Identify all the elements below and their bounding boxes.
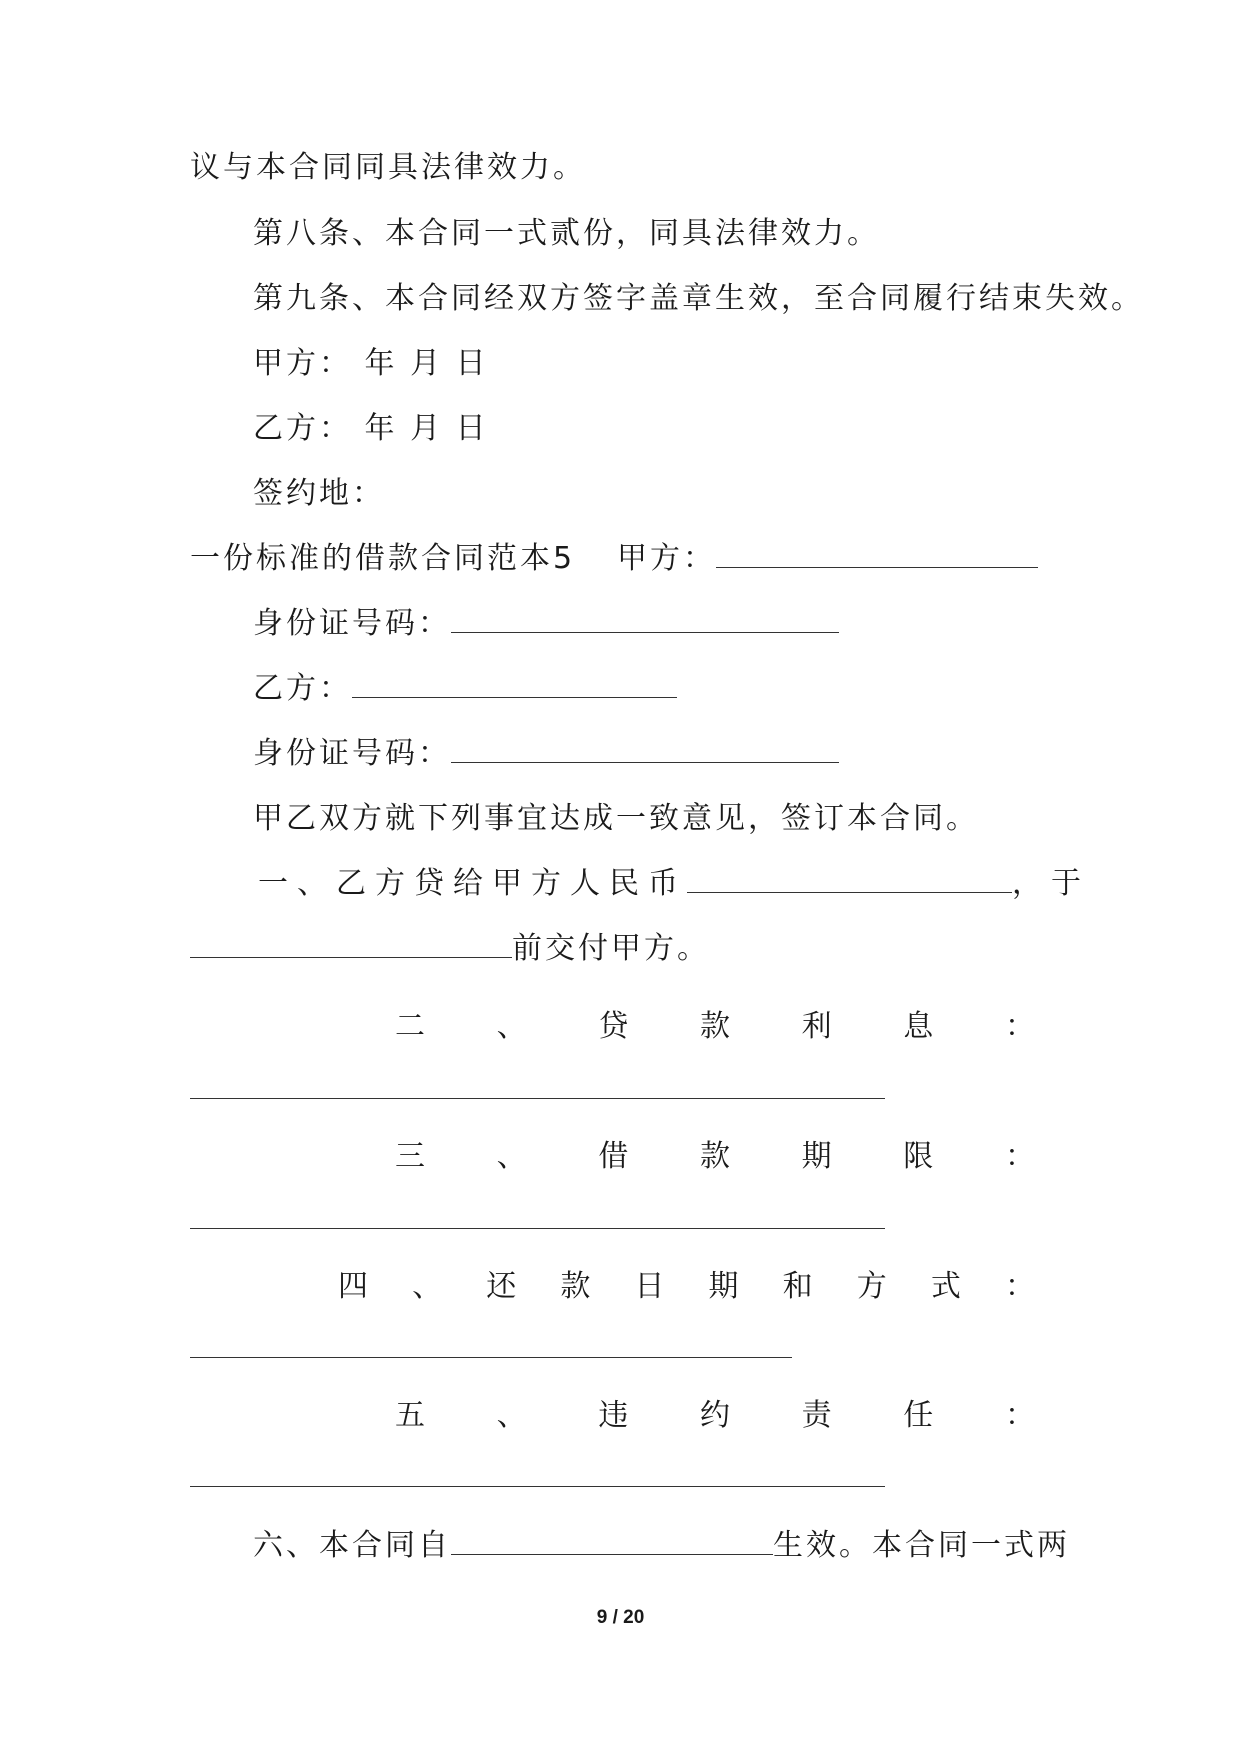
- party-a-blank: [716, 543, 1038, 568]
- heading-char: 四: [338, 1269, 368, 1304]
- clause-6: [253, 1526, 1070, 1566]
- party-a-field: [617, 539, 1038, 579]
- heading-char: 、: [496, 1139, 527, 1174]
- party-a-label: 甲方：: [617, 541, 716, 576]
- clause-6-text: 六、本合同自: [253, 1528, 451, 1563]
- party-a-date: 甲方： 年 月 日: [253, 346, 489, 381]
- clause-1: [258, 864, 1090, 904]
- heading-char: 责: [801, 1398, 832, 1433]
- heading-char: 还: [486, 1269, 517, 1304]
- heading-char: 式: [930, 1269, 961, 1304]
- page-number: 9 / 20: [596, 1607, 645, 1628]
- clause-1-cont: [190, 929, 710, 969]
- clause-5-blank: [190, 1486, 885, 1487]
- heading-char: 款: [699, 1009, 730, 1044]
- heading-char: 限: [903, 1139, 934, 1174]
- clause-1-date-blank: [190, 933, 512, 958]
- heading-char: 约: [699, 1398, 730, 1433]
- heading-char: 款: [560, 1269, 591, 1304]
- contract-title: [190, 539, 575, 579]
- clause-1-cont-text: 前交付甲方。: [512, 931, 710, 966]
- clause-2-heading: [395, 1007, 1035, 1047]
- heading-char: 方: [856, 1269, 887, 1304]
- heading-char: 五: [395, 1398, 425, 1433]
- clause-4-blank: [190, 1357, 792, 1358]
- id-number-b-blank: [451, 738, 839, 763]
- heading-char: 违: [598, 1398, 629, 1433]
- heading-char: ：: [1004, 1398, 1035, 1433]
- party-b-blank: [352, 673, 677, 698]
- heading-char: ：: [1004, 1139, 1035, 1174]
- clause-1-text: 一、乙方贷给甲方人民币: [258, 866, 687, 901]
- contract-title-text: 一份标准的借款合同范本5: [190, 541, 576, 576]
- party-b-field: [253, 669, 677, 709]
- article-9: 第九条、本合同经双方签字盖章生效，至合同履行结束失效。: [253, 281, 1144, 316]
- heading-char: 任: [903, 1398, 934, 1433]
- heading-char: 、: [496, 1398, 527, 1433]
- clause-3-blank: [190, 1228, 885, 1229]
- article-8: 第八条、本合同一式贰份，同具法律效力。: [253, 216, 880, 251]
- heading-char: 期: [801, 1139, 832, 1174]
- heading-char: 日: [634, 1269, 665, 1304]
- clause-1-amount-blank: [687, 868, 1012, 893]
- party-b-label: 乙方：: [253, 671, 352, 706]
- clause-3-heading: [395, 1137, 1035, 1177]
- clause-2-blank: [190, 1098, 885, 1099]
- heading-char: 二: [395, 1009, 425, 1044]
- party-b-date: 乙方： 年 月 日: [253, 411, 489, 446]
- clause-6-suffix: 生效。本合同一式两: [773, 1528, 1070, 1563]
- heading-char: 和: [782, 1269, 813, 1304]
- heading-char: 三: [395, 1139, 425, 1174]
- signing-place: 签约地：: [253, 476, 385, 511]
- heading-char: 款: [699, 1139, 730, 1174]
- id-number-b-label: 身份证号码：: [253, 736, 451, 771]
- id-number-a-blank: [451, 608, 839, 633]
- id-number-b: [253, 734, 839, 774]
- heading-char: 借: [598, 1139, 629, 1174]
- clause-1-suffix: ，于: [1012, 866, 1090, 901]
- heading-char: 、: [496, 1009, 527, 1044]
- heading-char: ：: [1004, 1269, 1035, 1304]
- heading-char: 期: [708, 1269, 739, 1304]
- heading-char: 息: [903, 1009, 934, 1044]
- clause-4-heading: [338, 1267, 1035, 1307]
- heading-char: 贷: [598, 1009, 629, 1044]
- text-line: 议与本合同同具法律效力。: [190, 150, 586, 185]
- id-number-a: [253, 604, 839, 644]
- id-number-a-label: 身份证号码：: [253, 606, 451, 641]
- clause-5-heading: [395, 1396, 1035, 1436]
- heading-char: 利: [801, 1009, 832, 1044]
- clause-6-blank: [451, 1530, 773, 1555]
- heading-char: 、: [412, 1269, 443, 1304]
- heading-char: ：: [1004, 1009, 1035, 1044]
- agreement-intro: 甲乙双方就下列事宜达成一致意见，签订本合同。: [253, 801, 979, 836]
